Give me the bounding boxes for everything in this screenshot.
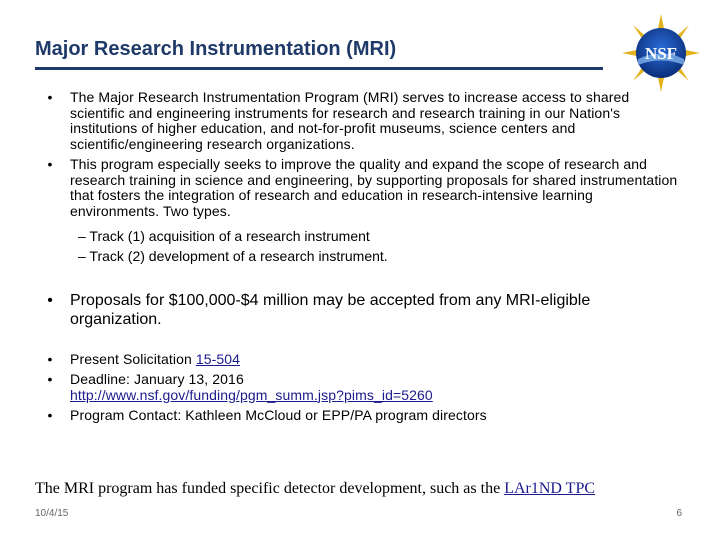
bullet-dot: • — [47, 407, 53, 423]
svg-text:NSF: NSF — [644, 44, 678, 63]
bullet-dot: • — [47, 156, 53, 172]
footer-note — [35, 480, 595, 498]
bullet-dot: • — [47, 371, 53, 387]
list-item — [30, 352, 240, 368]
contact-text: Program Contact: Kathleen McCloud or EPP/PA program directors — [70, 407, 487, 423]
solicitation-label: Present Solicitation — [70, 351, 196, 367]
list-item — [30, 291, 680, 329]
bullet-text: This program especially seeks to improve the quality and expand the scope of research and research training in science and engineering, by supporting proposals for shared instrumentation that fosters the integration of research and education in research-intensive learning environments. Two types. — [70, 156, 678, 220]
list-item — [30, 372, 433, 403]
sub-bullet: – Track (2) development of a research instrument. — [78, 248, 388, 264]
lar1nd-link[interactable]: LAr1ND TPC — [504, 480, 596, 497]
footer-note-text: The MRI program has funded specific detector development, such as the — [35, 480, 505, 497]
sub-bullet: – Track (1) acquisition of a research instrument — [78, 228, 370, 244]
slide-date: 10/4/15 — [35, 508, 69, 519]
deadline-link[interactable]: http://www.nsf.gov/funding/pgm_summ.jsp?pims_id=5260 — [70, 386, 433, 403]
list-item — [30, 157, 680, 220]
solicitation-line — [70, 352, 240, 368]
bullet-text: The Major Research Instrumentation Program (MRI) serves to increase access to shared scientific and engineering instruments for research and research training in our Nation's institutions of higher education, and not-for-profit museums, science centers and scientific/engineering research organizations. — [70, 89, 630, 153]
nsf-logo — [620, 12, 702, 94]
list-item — [30, 408, 487, 424]
bullet-dot: • — [47, 292, 53, 309]
list-item — [30, 90, 680, 153]
title-underline — [35, 67, 603, 70]
deadline-text: Deadline: January 13, 2016 — [70, 371, 244, 387]
solicitation-link[interactable]: 15-504 — [195, 351, 241, 367]
bullet-dot: • — [47, 89, 53, 105]
page-number: 6 — [676, 508, 682, 519]
slide-title: Major Research Instrumentation (MRI) — [35, 38, 397, 60]
proposals-text: Proposals for $100,000-$4 million may be accepted from any MRI-eligible organization. — [70, 292, 591, 328]
bullet-dot: • — [47, 351, 53, 367]
deadline-block — [70, 372, 433, 403]
